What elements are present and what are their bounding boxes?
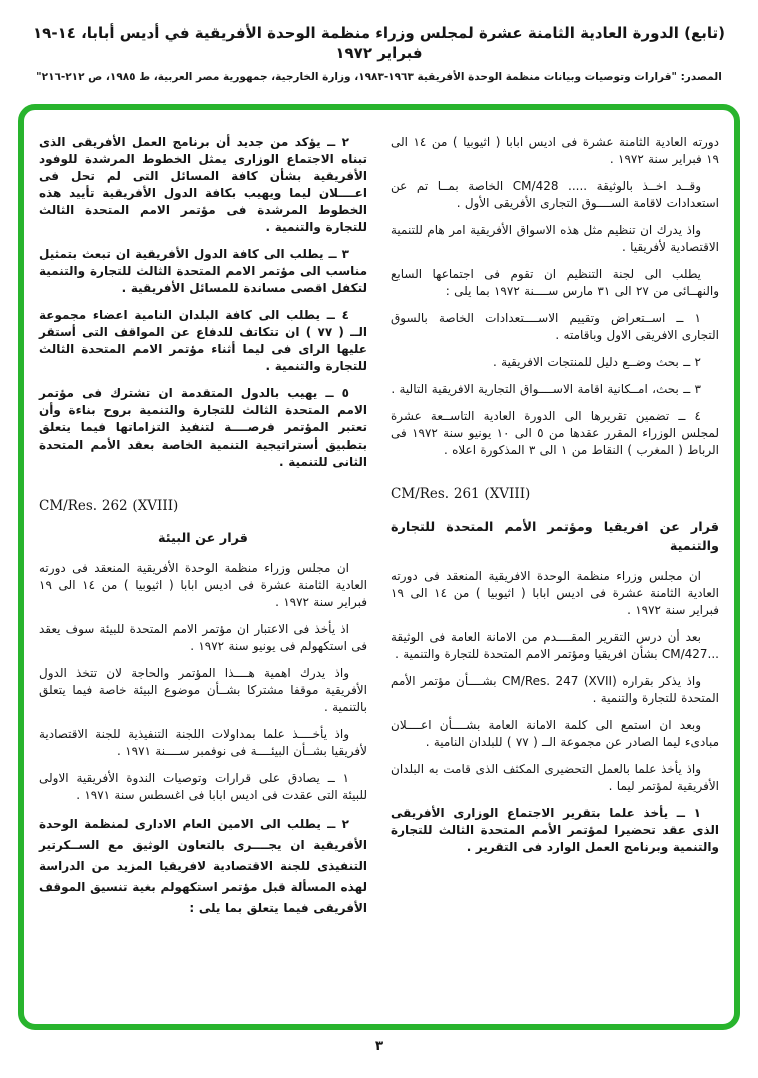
numbered-item-4-res261: ٤ ــ يطلب الى كافة البلدان النامية اعضاء مجموعة الــ ( ٧٧ ) ان تتكاتف للدفاع عن المواقف التى أستقر عليها الراى فى ليما أثناء مؤتمر الامم المتحدة الثالث للتجارة والتنمية .: [39, 308, 367, 374]
paragraph-recall-cm-res-247: واذ يذكر بقراره CM/Res. 247 (XVII) بشــــأن مؤتمر الأمم المتحدة للتجارة والتنمية .: [391, 674, 719, 706]
page-number: ٣: [374, 1038, 384, 1054]
paragraph-common-position: واذ يدرك اهمية هــــذا المؤتمر والحاجة لان تتخذ الدول الأفريقية موقفا مشتركا بشــأن موضوع البيئة خاصة فيما يتعلق بالتنمية .: [39, 666, 367, 715]
resolution-title-261: قرار عن افريقيا ومؤتمر الأمم المتحدة للتجارة والتنمية: [391, 519, 719, 554]
numbered-item-5-res261: ٥ ــ يهيب بالدول المتقدمة ان تشترك فى مؤتمر الامم المتحدة الثالث للتجارة والتنمية بروح بناءة وأن تعتبر المؤتمر فرصــــة لتنفيذ التزاماتها فيما يتعلق بتطبيق أستراتيجية التنمية الخاصة بعقد الأمم المتحدة الثانى للتنمية .: [39, 386, 367, 469]
column-left: [39, 134, 367, 1012]
numbered-item-2: ٢ ــ بحث وضــع دليل للمنتجات الافريقية .: [493, 355, 701, 370]
resolution-code-cm-res-262: CM/Res. 262 (XVIII): [39, 497, 179, 514]
resolution-code-cm-res-261: CM/Res. 261 (XVIII): [391, 486, 531, 503]
source-citation: المصدر: "قرارات وتوصيات وبيانات منظمة الوحدة الأفريقية ١٩٦٣-١٩٨٣، وزارة الخارجية، جمهورية مصر العربية، ط ١٩٨٥، ص ٢١٢-٢١٦": [36, 70, 722, 83]
two-column-text-layout: [39, 134, 719, 1012]
green-bordered-content-frame: [18, 104, 740, 1030]
paragraph-council-session: ان مجلس وزراء منظمة الوحدة الافريقية المنعقد فى دورته العادية الثامنة عشرة فى اديس ابابا ( اثيوبيا ) من ١٤ الى ١٩ فبراير سنة ١٩٧٢ .: [391, 569, 719, 618]
paragraph-preparatory-work: واذ يأخذ علما بالعمل التحضيرى المكثف الذى قامت به البلدان الأفريقية لمؤتمر ليما .: [391, 762, 719, 794]
resolution-continuation-paragraph: دورته العادية الثامنة عشرة فى اديس ابابا ( اثيوبيا ) من ١٤ الى ١٩ فبراير سنة ١٩٧٢ .: [391, 135, 719, 167]
numbered-item-4: ٤ ــ تضمين تقريرها الى الدورة العادية التاســعة عشرة لمجلس الوزراء المقرر عقدها من ٥ الى ١٠ يونيو سنة ١٩٧٢ فى الرباط ( المغرب ) النقاط من ١ الى ٣ المذكورة اعلاه .: [391, 409, 719, 458]
numbered-item-2-res261: ٢ ــ يؤكد من جديد أن برنامج العمل الأفريقى الذى تبناه الاجتماع الوزارى يمثل الخطوط المرشدة للوفود الأفريقية بشأن كافة المسائل التى لم تحل فى اعــــلان ليما ويهيب بكافة الدول الأفريقية تأييد هذه الخطوط المرشدة فى مؤتمر الامم المتحدة الثالث للتجارة والتنمية .: [39, 135, 367, 235]
numbered-item-1: ١ ــ اســتعراض وتقييم الاســــتعدادات الخاصة بالسوق التجارى الافريقى الاول وباقامته .: [391, 311, 719, 343]
session-title: (تابع) الدورة العادية الثامنة عشرة لمجلس وزراء منظمة الوحدة الأفريقية في أديس أبابا، ١٤-١٩ فبراير ١٩٧٢: [33, 24, 725, 63]
paragraph-document-cm427: بعد أن درس التقرير المقــــدم من الامانة العامة فى الوثيقة ...CM/427 بشأن افريقيا ومؤتمر الامم المتحدة للتجارة والتنمية .: [391, 630, 719, 662]
column-right: [391, 134, 719, 1012]
paragraph-stockholm-conference: اذ يأخذ فى الاعتبار ان مؤتمر الامم المتحدة للبيئة سوف يعقد فى استكهولم فى يونيو سنة ١٩٧٢ .: [39, 622, 367, 654]
numbered-item-3-res261: ٣ ــ يطلب الى كافة الدول الأفريقية ان تبعث بتمثيل مناسب الى مؤتمر الامم المتحدة الثالث للتجارة والتنمية لتكفل اقصى مساندة للمسائل الأفريقية .: [39, 247, 367, 296]
numbered-item-1-res261: ١ ــ يأخذ علما بتقرير الاجتماع الوزارى الأفريقى الذى عقد تحضيرا لمؤتمر الأمم المتحدة الثالث للتجارة والتنمية وبرنامج العمل الوارد فى التقرير .: [391, 806, 719, 855]
paragraph-request-committee: يطلب الى لجنة التنظيم ان تقوم فى اجتماعها السابع والنهــائى من ٢٧ الى ٣١ مارس ســــنة ١٩٧٢ بما يلى :: [391, 267, 719, 299]
page-header: [0, 0, 758, 83]
numbered-item-3: ٣ ــ بحث، امــكانية اقامة الاســــواق التجارية الافريقية التالية .: [391, 382, 701, 397]
paragraph-council-session-262: ان مجلس وزراء منظمة الوحدة الأفريقية المنعقد فى دورته العادية الثامنة عشرة فى اديس ابابا ( اثيوبيا ) من ١٤ الى ١٩ فبراير سنة ١٩٧٢ .: [39, 560, 367, 609]
paragraph-document-cm428: وقــد اخــذ بالوثيقة ..... CM/428 الخاصة بمــا تم عن استعدادات لاقامة الســــوق التجارى الأفريقى الأول .: [391, 179, 719, 211]
numbered-item-1-res262: ١ ــ يصادق على قرارات وتوصيات الندوة الأفريقية الاولى للبيئة التى عقدت فى اديس ابابا فى اغسطس سنة ١٩٧١ .: [39, 771, 367, 803]
numbered-item-2-res262: ٢ ــ يطلب الى الامين العام الادارى لمنظمة الوحدة الأفريقية ان يجــــرى بالتعاون الوثيق مع الســكرتير التنفيذى للجنة الاقتصادية لافريقيا المزيد من الدراسة لهذه المسألة قبل مؤتمر استكهولم بغية تنسيق الموقف الأفريقى فيما يتعلق بما يلى :: [39, 817, 367, 916]
paragraph-lima-declaration: وبعد ان استمع الى كلمة الامانة العامة بشــــأن اعــــلان مبادىء ليما الصادر عن مجموعة الــ ( ٧٧ ) للبلدان النامية .: [391, 718, 719, 750]
resolution-title-262: قرار عن البيئة: [158, 530, 248, 546]
paragraph-preamble: واذ يدرك ان تنظيم مثل هذه الاسواق الأفريقية امر هام للتنمية الاقتصادية لأفريقيا .: [391, 223, 719, 255]
paragraph-eca-deliberations: واذ يأخــــذ علما بمداولات اللجنة التنفيذية للجنة الاقتصادية لأفريقيا بشــأن البيئــــة فى نوفمبر ســــنة ١٩٧١ .: [39, 727, 367, 759]
